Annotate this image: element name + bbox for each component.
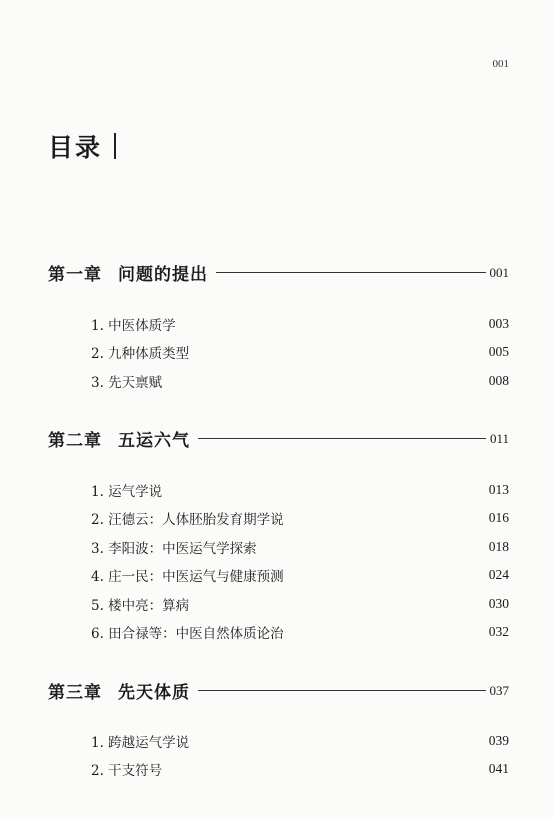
entry-page: 016 xyxy=(488,510,509,525)
entry-label: 6. 田合禄等：中医自然体质论治 xyxy=(91,626,284,642)
chapter-3-heading[interactable] xyxy=(48,678,509,703)
page-number: 001 xyxy=(492,58,509,70)
entry-label: 1. 跨越运气学说 xyxy=(91,735,190,751)
chapter-title: 先天体质 xyxy=(118,683,190,703)
entry-label: 2. 九种体质类型 xyxy=(91,346,190,362)
toc-entry[interactable] xyxy=(91,537,509,557)
chapter-number: 第三章 xyxy=(48,683,102,703)
chapter-page: 037 xyxy=(489,682,509,698)
toc-entry[interactable] xyxy=(91,314,509,334)
toc-entry[interactable] xyxy=(91,565,509,585)
entry-label: 3. 李阳波：中医运气学探索 xyxy=(91,541,257,557)
chapter-page: 001 xyxy=(489,264,509,280)
leader-rule xyxy=(198,438,486,439)
toc-entry[interactable] xyxy=(91,480,509,500)
toc-entry[interactable] xyxy=(91,731,509,751)
toc-entry[interactable] xyxy=(91,508,509,528)
leader-rule xyxy=(216,272,486,273)
chapter-title: 五运六气 xyxy=(118,431,190,451)
toc-entry[interactable] xyxy=(91,342,509,362)
entry-label: 1. 运气学说 xyxy=(91,484,163,500)
entry-label: 2. 干支符号 xyxy=(91,763,163,779)
entry-label: 3. 先天禀赋 xyxy=(91,375,163,391)
entry-page: 030 xyxy=(488,596,509,611)
entry-page: 003 xyxy=(488,316,509,331)
entry-page: 013 xyxy=(488,482,509,497)
entry-page: 008 xyxy=(488,373,509,388)
entry-label: 1. 中医体质学 xyxy=(91,318,176,334)
toc-entry[interactable] xyxy=(91,622,509,642)
chapter-2-heading[interactable] xyxy=(48,426,509,451)
chapter-1-heading[interactable] xyxy=(48,260,509,285)
toc-entry[interactable] xyxy=(91,371,509,391)
toc-entry[interactable] xyxy=(91,759,509,779)
page-title xyxy=(48,128,116,164)
entry-page: 032 xyxy=(488,624,509,639)
entry-page: 024 xyxy=(488,567,509,582)
toc-entry[interactable] xyxy=(91,594,509,614)
chapter-page: 011 xyxy=(489,430,509,446)
entry-label: 4. 庄一民：中医运气与健康预测 xyxy=(91,569,284,585)
leader-rule xyxy=(198,690,486,691)
entry-label: 5. 楼中亮：算病 xyxy=(91,598,190,614)
title-bar-divider xyxy=(114,133,116,159)
entry-page: 039 xyxy=(488,733,509,748)
entry-page: 005 xyxy=(488,344,509,359)
entry-page: 018 xyxy=(488,539,509,554)
chapter-title: 问题的提出 xyxy=(118,265,208,285)
entry-page: 041 xyxy=(488,761,509,776)
page-title-text: 目录 xyxy=(48,133,103,162)
entry-label: 2. 汪德云：人体胚胎发育期学说 xyxy=(91,512,284,528)
chapter-number: 第二章 xyxy=(48,431,102,451)
chapter-number: 第一章 xyxy=(48,265,102,285)
